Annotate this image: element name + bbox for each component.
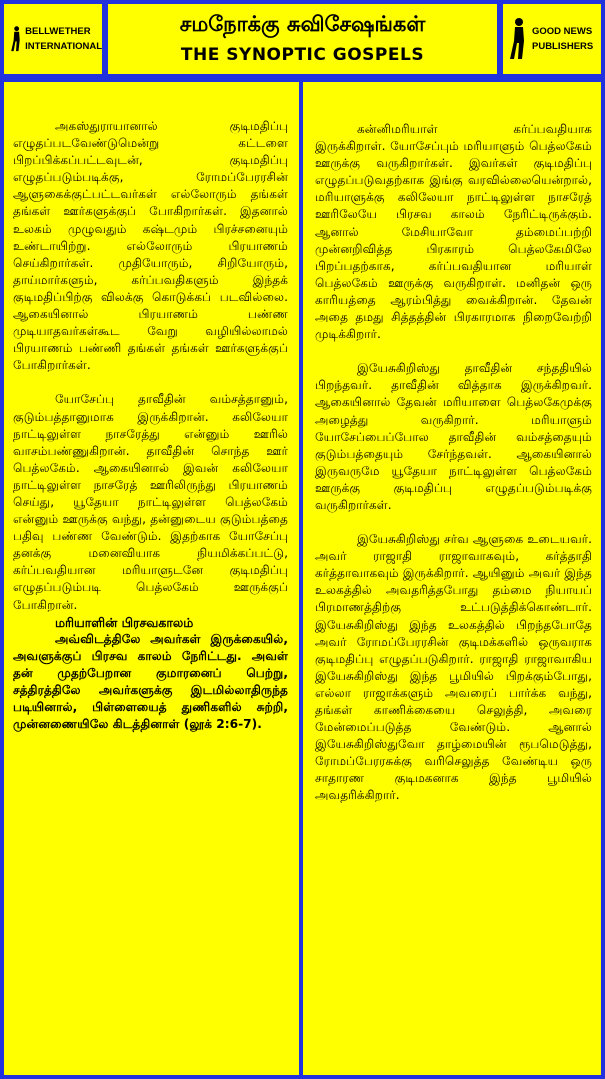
title-box xyxy=(108,4,497,74)
good-news-publishers-logo xyxy=(503,4,601,74)
page-title-english: THE SYNOPTIC GOSPELS xyxy=(180,45,425,65)
logo-right-line2: PUBLISHERS xyxy=(532,41,594,52)
header-bar xyxy=(0,0,605,78)
logo-left-line2: INTERNATIONAL xyxy=(25,41,102,52)
person-silhouette-icon xyxy=(10,17,22,61)
logo-left-line1: BELLWETHER xyxy=(25,26,91,37)
right-paragraph-3: இயேசுகிறிஸ்து சர்வ ஆளுகை உடையவர். அவர் ராஜாதி ராஜாவாகவும், கர்த்தாதி கர்த்தாவாகவும் இருக்கிறார். ஆயினும் அவர் இந்த உலகத்தில் அவதரித்தபோது தம்மை நியாயப் பிரமாணத்திற்கு உட்படுத்திக்கொண்டார். இயேசுகிறிஸ்து இந்த உலகத்தில் பிறந்தபோதே அவர் ரோமப்பேரரசின் குடிமக்களில் ஒருவராக குடிமதிப்பு எழுதப்படுகிறார். ராஜாதி ராஜாவாகிய இயேசுகிறிஸ்து இந்த பூமியில் பிறக்கும்போது, எல்லா ராஜாக்களும் அவரைப் பார்க்க வந்து, தங்கள் காணிக்கையை செலுத்தி, அவரை மேன்மைப்படுத்த வேண்டும். ஆனால் இயேசுகிறிஸ்துவோ தாழ்மையின் ரூபமெடுத்து, ரோமப்பேரரசுக்கு வரிசெலுத்த வேண்டிய ஒரு சாதாரண குடிமகனாக இந்த பூமியில் அவதரிக்கிறார். xyxy=(315,532,592,803)
right-column xyxy=(315,121,592,805)
scripture-verse: அவ்விடத்திலே அவர்கள் இருக்கையில், அவளுக்குப் பிரசவ காலம் நேரிட்டது. அவள் தன் முதற்பேறான குமாரனைப் பெற்று, சத்திரத்திலே அவர்களுக்கு இடமில்லாதிருந்த படியினால், பிள்ளையைத் துணிகளில் சுற்றி, முன்னணையிலே கிடத்தினாள் (லூக் 2:6-7). xyxy=(13,631,288,732)
logo-right-line1: GOOD NEWS xyxy=(532,26,593,37)
right-paragraph-1: கன்னிமரியாள் கர்ப்பவதியாக இருக்கிறாள். யோசேப்பும் மரியாளும் பெத்லகேம் ஊருக்கு வருகிறார்கள். இவர்கள் குடிமதிப்பு எழுதப்படுவதற்காக இங்கு வரவில்லையென்றால், மரியாளுக்கு கலிலேயா நாட்டிலுள்ள நாசரேத் ஊரிலேயே பிரசவ காலம் நேரிட்டிருக்கும். ஆனால் மேசியாவோ தம்மைப்பற்றி முன்னறிவித்த பிரகாரம் பெத்லகேமிலே பிறப்பதற்காக, கர்ப்பவதியான மரியாள் பெத்லகேம் ஊருக்கு வருகிறாள். மனிதன் ஒரு காரியத்தை ஆரம்பித்து வைக்கிறான். தேவன் அதை தமது சித்தத்தின் பிரகாரமாக நிறைவேற்றி முடிக்கிறார். xyxy=(315,122,592,342)
left-paragraph-1: அகஸ்துராயானால் குடிமதிப்பு எழுதப்படவேண்டுமென்று கட்டளை பிறப்பிக்கப்பட்டவுடன், குடிமதிப்பு எழுதப்படும்படிக்கு, ரோமப்பேரரசின் ஆளுகைக்குட்பட்டவர்கள் எல்லோரும் தங்கள் தங்கள் ஊர்களுக்குப் போகிறார்கள். இதனால் உலகம் முழுவதும் கஷ்டமும் பிரச்சனையும் உண்டாயிற்று. எல்லோரும் பிரயாணம் செய்கிறார்கள். முதியோரும், சிறியோரும், தாய்மார்களும், கர்ப்பவதிகளும் இந்தக் குடிமதிப்பிற்கு விலக்கு கொடுக்கப் படவில்லை. ஆகையினால் பிரயாணம் பண்ண முடியாதவர்கள்கூட வேறு வழியில்லாமல் பிரயாணம் பண்ணி தங்கள் தங்கள் ஊர்களுக்குப் போகிறார்கள். xyxy=(13,119,288,373)
person-silhouette-icon xyxy=(509,17,529,61)
left-column xyxy=(13,118,288,733)
column-divider xyxy=(299,78,303,1079)
bellwether-logo xyxy=(4,4,102,74)
left-paragraph-2: யோசேப்பு தாவீதின் வம்சத்தானும், குடும்பத்தானுமாக இருக்கிறான். கலிலேயா நாட்டிலுள்ள நாசரேத்து என்னும் ஊரில் வாசம்பண்ணுகிறான். தாவீதின் சொந்த ஊர் பெத்லகேம். ஆகையினால் இவன் கலிலேயா நாட்டிலுள்ள நாசரேத் ஊரிலிருந்து பிரயாணம் செய்து, யூதேயா நாட்டிலுள்ள பெத்லகேம் என்னும் ஊருக்கு வந்து, தன்னுடைய குடும்பத்தை பதிவு பண்ண வேண்டும். இதற்காக யோசேப்பு தனக்கு மனைவியாக நியமிக்கப்பட்டு, கர்ப்பவதியான மரியாளுடனே குடிமதிப்பு எழுதப்படும்படி பெத்லகேம் ஊருக்குப் போகிறான். xyxy=(13,392,288,612)
section-heading: மரியாளின் பிரசவகாலம் xyxy=(55,614,194,630)
right-paragraph-2: இயேசுகிறிஸ்து தாவீதின் சந்ததியில் பிறந்தவர். தாவீதின் வித்தாக இருக்கிறவர். ஆகையினால் தேவன் மரியாளை பெத்லகேமுக்கு அழைத்து வருகிறார். மரியாளும் யோசேப்பைப்போல தாவீதின் வம்சத்தையும் குடும்பத்தையும் சேர்ந்தவள். ஆகையினால் இருவருமே யூதேயா நாட்டிலுள்ள பெத்லகேம் ஊருக்கு குடிமதிப்பு எழுதப்படும்படிக்கு வருகிறார்கள். xyxy=(315,361,592,512)
page-title-tamil: சமநோக்கு சுவிசேஷங்கள் xyxy=(179,12,426,36)
